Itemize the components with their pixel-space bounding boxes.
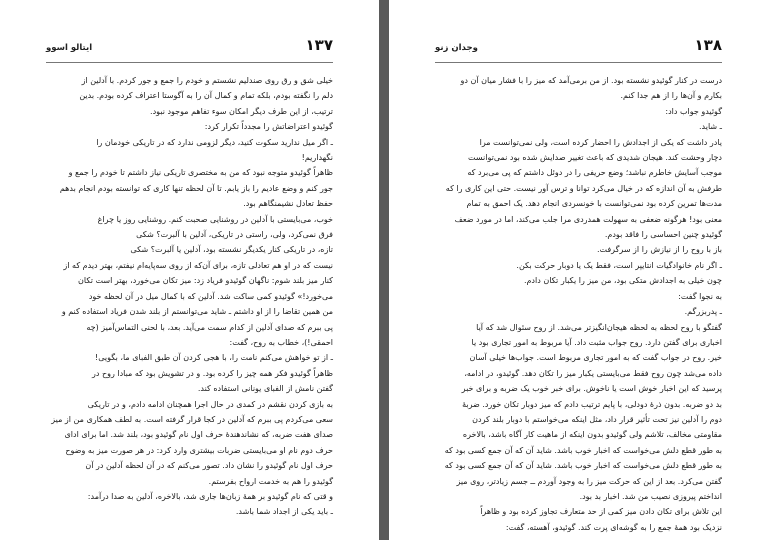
text-line: من همین تقاضا را از او داشتم ـ شاید می‌توانستم از بلند شدن فریاد استفاده کنم و [61,307,333,317]
text-line: خیلی شق و رق روی صندلیم نشستم و خودم را جمع و جور کردم. با آدلین از [81,76,333,85]
right-page-body [435,73,722,535]
text-line: پرسید که این اخبار خوش است یا ناخوش. برای خبر خوب یک ضربه و برای خبر [461,384,722,394]
text-line: حفظ تعادل نشیمنگاهم بود. [243,199,333,209]
text-line: معنی بود! هرگونه ضعفی به سهولت همدردی مرا جلب می‌کند، اما در مورد ضعف [454,214,722,224]
text-line: جور کنم و وضع عادیم را باز یابم. تا آن لحظه تنها کاری که توانسته بودم انجام بدهم [59,183,333,193]
left-header-rule [46,62,333,63]
text-line: بد دو ضربه. بدون ذرهٔ دودلی، با پایم ترتیب دادم که میز دوبار تکان خورد. ضربهٔ [462,399,722,409]
right-page-number: ۱۳۸ [694,36,722,54]
text-line: موجب آسایش خاطرم نباشد؛ وضع حریفی را در دوئل داشتم که پی می‌برد که [467,168,722,178]
text-line: دچار وحشت کند. هیجان شدیدی که باعث تغییر صدایش شده بود نمی‌توانست [468,153,722,163]
text-line: به طور قطع دلش می‌خواست که اخبار خوب باشد. شاید آن که آن جمع کسی بود که [444,445,722,455]
text-line: مدت‌ها تمرین کرده بود نمی‌توانست با خونسردی انجام دهد. یک احمق به تمام [466,199,722,209]
text-line: طرفش به آن اندازه که در خیال می‌کرد توانا و ترس آور نیست. حتی این کاری را که [445,183,722,193]
text-line: درست در کنار گوئیدو نشسته بود. از من برمی‌آمد که میز را با فشار میان آن دو [460,76,722,85]
text-line: حرف اول نام گوئیدو را نشان داد. تصور می‌کنم که در آن لحظه آدلین در آن [85,461,333,471]
text-line: گوئیدو جواب داد: [665,106,722,116]
right-page [389,0,768,540]
text-line: این تلاش برای تکان دادن میز کمی از حد متعارف تجاوز کرده بود و ظاهراً [480,507,722,517]
text-line: نزدیک بود همهٔ جمع را به گوشه‌ای پرت کند. گوئیدو، آهسته، گفت: [505,522,722,532]
text-line: ـ اگر میل ندارید سکوت کنید، دیگر لزومی ندارد که در تاریکی خودمان را [96,137,333,147]
text-line: ظاهراً گوئیدو فکر همه چیز را کرده بود. و در تشویش بود که مبادا روح در [91,368,333,378]
text-line: خوب، می‌بایستی با آدلین در روشنایی صحبت کنم. روشنایی روز یا چراغ [97,214,333,224]
right-header-rule [435,62,722,63]
text-line: ـ شاید. [699,122,722,132]
text-line: اخباری برای گفتن دارد. روح جواب مثبت داد. آیا مربوط به امور تجاری بود یا [471,337,722,347]
text-line: گوئیدو را هم به خدمت ارواح بفرستم. [208,476,333,486]
text-line: خیر. روح در جواب گفت که به امور تجاری مربوط است. جواب‌ها خیلی آسان [469,353,722,363]
right-running-title: وجدان زنو [435,43,478,53]
text-line: صدای هفت ضربه، که نشاندهندهٔ حرف اول نام گوئیدو بود، بلند شد. اما برای ادای [64,430,333,440]
left-running-title: ایتالو اسوو [46,43,93,53]
text-line: به نجوا گفت: [678,291,722,301]
text-line: به بازی کردن نقشم در کمدی در حال اجرا همچنان ادامه دادم، و در تاریکی [87,399,333,409]
text-line: فرق نمی‌کرد، ولی، راستی در تاریکی، آدلین با آلبرت؟ شکی [136,230,333,240]
left-page-number: ۱۳۷ [305,36,333,54]
text-line: کنار میز بلند شوم: ناگهان گوئیدو فریاد زد: میز تکان می‌خورد، بهتر است تکان [78,276,333,286]
text-line: نیست که در او هم تعادلی تازه، برای آن‌که از روی سه‌پایه‌ام نیفتم، بهتر دیدم که از [63,260,333,270]
text-line: ـ اگر نام خانوادگیات انتایپر است، فقط یک یا دوبار حرکت بکن. [516,260,722,270]
left-page-body [46,73,333,520]
text-line: یادر داشت که یکی از اجدادش را احضار کرده است، ولی نمی‌توانست مرا [479,137,722,147]
text-line: گفتگو با روح لحظه به لحظه هیجان‌انگیزتر می‌شد. از روح سئوال شد که آیا [476,322,722,332]
text-line: گفتن می‌کرد. بعد از این که حرکت میز را به وجود آوردم ــ جسم زیادتر، روی میز [456,476,722,486]
text-line: سعی می‌کردم پی ببرم که آدلین در کجا قرار گرفته است. به لطف همکاری من از میز [51,414,333,424]
text-line: گوئیدو اعتراضاتش را مجدداً تکرار کرد: [204,122,333,132]
text-line: گوئیدو چنین احساسی را فاقد بودم. [604,230,722,240]
text-line: باز با روح را از نیازش را از سرگرفت. [596,245,722,255]
text-line: مقاومتی مخالف، تلاشم ولی گوئیدو بدون اینکه از ماهیت کار آگاه باشد، بالاخره [462,430,722,440]
text-line: ـ از تو خواهش می‌کنم نامت را، با هجی کردن آن طبق الفبای ما، بگویی! [94,353,333,363]
right-page-header [435,36,722,58]
text-line: چون خیلی به اجدادش متکی بود، من میز را یکبار تکان دادم. [523,276,722,286]
text-line: ظاهراً گوئیدو متوجه نبود که من به مختصری تاریکی نیاز داشتم تا خودم را جمع و [68,168,333,178]
text-line: می‌خورد!» گوئیدو کمی ساکت شد. آدلین که با کمال میل در آن لحظه خود [88,291,333,301]
text-line: و قتی که نام گوئیدو بر همهٔ زبان‌ها جاری شد، بالاخره، آدلین به صدا درآمد: [87,491,333,501]
text-line: ترتیب، از این طرف دیگر امکان سوء تفاهم موجود نبود. [150,106,333,116]
text-line: پی ببرم که صدای آدلین از کدام سمت می‌آید. بعد، با لحنی التماس‌آمیز (چه [86,322,333,332]
text-line: ـ پدربزرگم. [684,307,722,317]
text-line: داده می‌شد چون روح فقط می‌بایستی یکبار میز را تکان دهد. گوئیدو، در ادامه، [464,368,722,378]
text-line: دلم را نگفته بودم، بلکه تمام و کمال آن را به آگوستا اعتراف کرده بودم. بدین [79,91,333,101]
text-line: انداختم پیروزی نصیب من شد. اخبار بد بود. [579,491,722,501]
text-line: به طور قطع دلش می‌خواست که اخبار خوب باشد. شاید آن که آن جمع کسی بود که [444,461,722,471]
text-line: احمقی!)، خطاب به روح، گفت: [229,337,333,347]
left-page-header [46,36,333,58]
text-line: بکارم و آن‌ها را از هم جدا کنم. [620,91,722,101]
text-line: ـ باید یکی از اجداد شما باشد. [235,507,333,517]
text-line: گفتن نامش از الفبای یونانی استفاده کند. [197,384,333,394]
text-line: نگهداریم! [301,153,333,163]
left-page [0,0,379,540]
text-line: حرف دوم نام او می‌بایستی ضربات بیشتری وارد کرد: در هر صورت میز به وضوح [65,445,333,455]
text-line: دوم را آدلین نیز تحت تأثیر قرار داد، مثل اینکه می‌خواستم با دوبار بلند کردن [472,414,722,424]
text-line: تازه، در تاریکی کنار یکدیگر نشسته بود، آدلین یا آلبرت؟ شکی [130,245,333,255]
